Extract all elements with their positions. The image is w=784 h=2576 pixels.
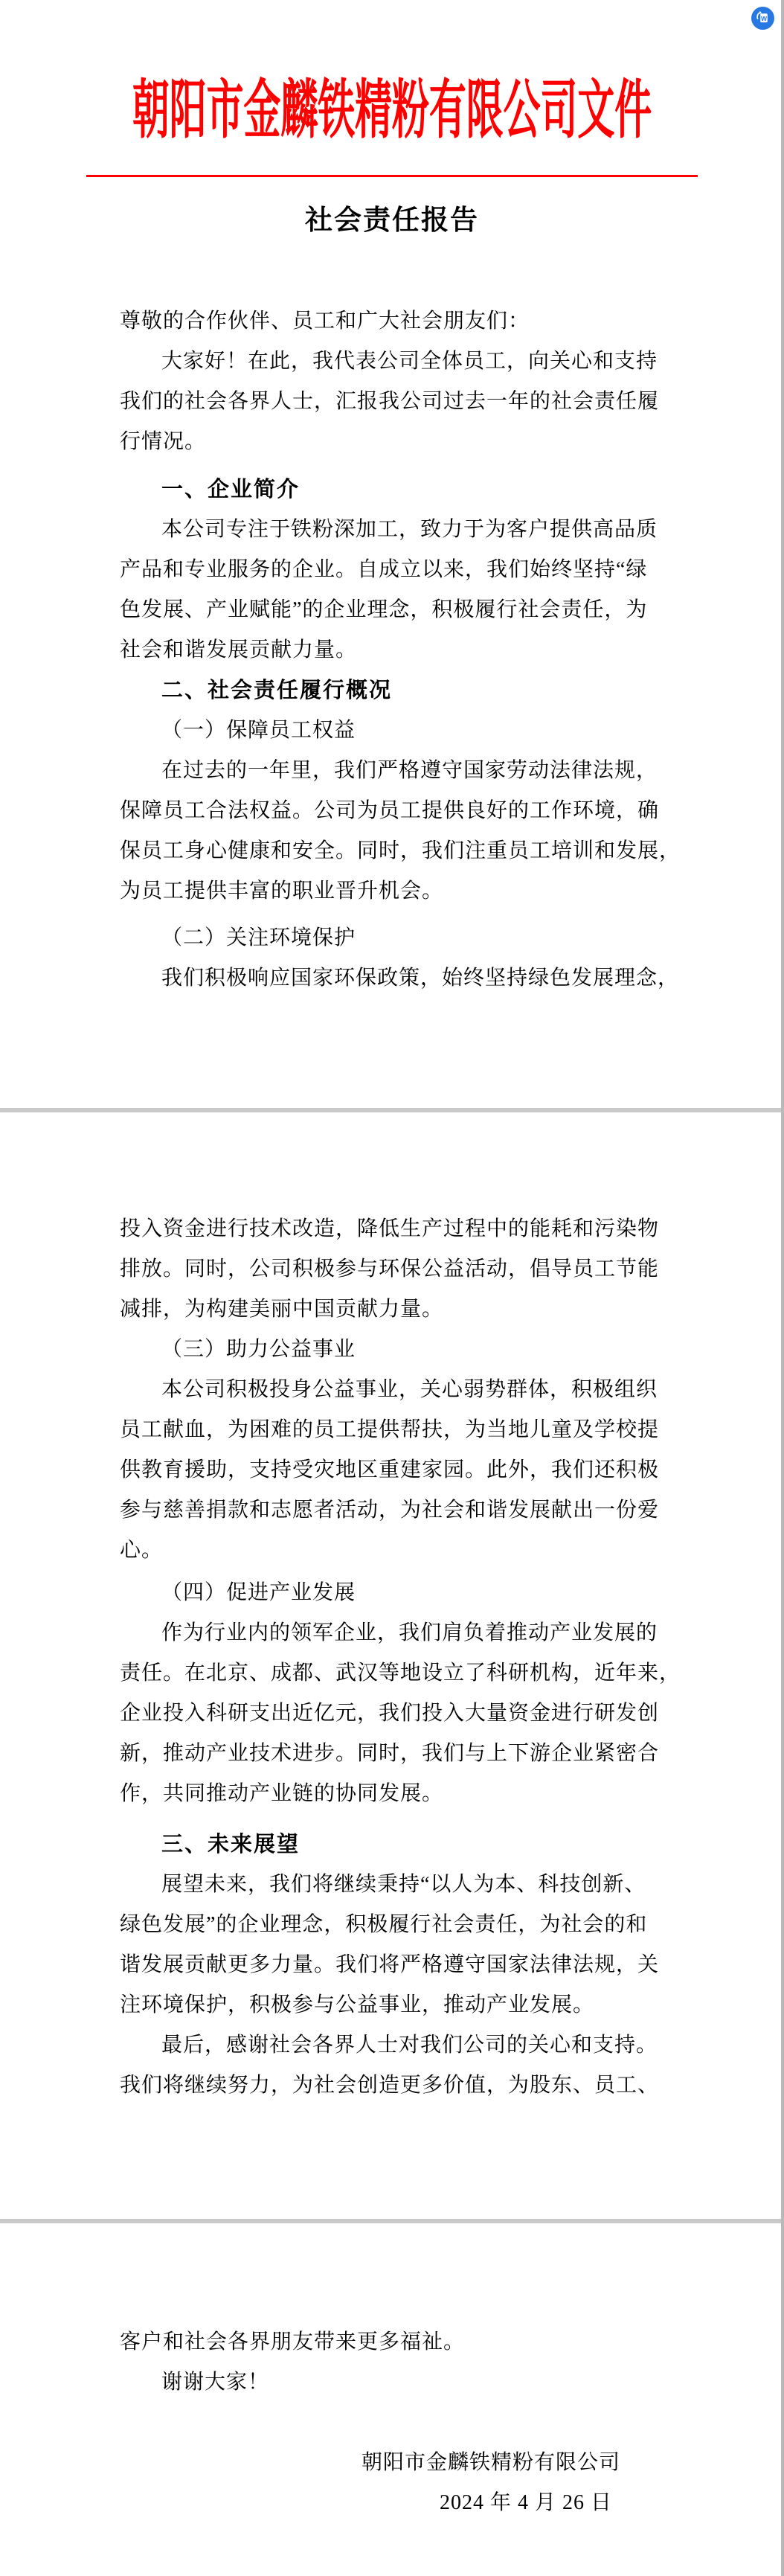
text-line: 大家好！在此，我代表公司全体员工，向关心和支持 <box>161 350 658 373</box>
subsection-heading: （二）关注环境保护 <box>161 926 356 949</box>
text-line: 心。 <box>120 1539 164 1562</box>
page-3 <box>0 2223 784 2576</box>
text-line: 我们将继续努力，为社会创造更多价值，为股东、员工、 <box>120 2074 660 2097</box>
text-line: 绿色发展”的企业理念，积极履行社会责任，为社会的和 <box>120 1913 648 1936</box>
text-line: 客户和社会各界朋友带来更多福祉。 <box>120 2330 466 2354</box>
text-line: 我们的社会各界人士，汇报我公司过去一年的社会责任履 <box>120 390 660 413</box>
text-line: 我们积极响应国家环保政策，始终坚持绿色发展理念， <box>161 967 680 990</box>
text-line: 排放。同时，公司积极参与环保公益活动，倡导员工节能 <box>120 1257 660 1281</box>
text-line: 最后，感谢社会各界人士对我们公司的关心和支持。 <box>161 2034 658 2057</box>
text-line: 本公司积极投身公益事业，关心弱势群体，积极组织 <box>161 1378 658 1401</box>
text-line: 谢谢大家！ <box>161 2371 270 2394</box>
text-line: 产品和专业服务的企业。自成立以来，我们始终坚持“绿 <box>120 558 648 581</box>
text-line: 投入资金进行技术改造，降低生产过程中的能耗和污染物 <box>120 1217 660 1240</box>
text-line: 行情况。 <box>120 430 207 453</box>
text-line: 作为行业内的领军企业，我们肩负着推动产业发展的 <box>161 1621 658 1644</box>
text-line: 为员工提供丰富的职业晋升机会。 <box>120 880 444 903</box>
page-1-body <box>120 301 681 999</box>
text-line: 新，推动产业技术进步。同时，我们与上下游企业紧密合 <box>120 1742 660 1765</box>
section-heading: 一、企业简介 <box>161 478 301 502</box>
right-edge-strip <box>781 0 784 2576</box>
subsection-heading: （三）助力公益事业 <box>161 1338 356 1361</box>
text-line: 展望未来，我们将继续秉持“以人为本、科技创新、 <box>161 1873 646 1896</box>
subsection-heading: （四）促进产业发展 <box>161 1581 356 1604</box>
red-divider-rule <box>86 175 698 177</box>
text-line: 本公司专注于铁粉深加工，致力于为客户提供高品质 <box>161 518 658 541</box>
page-2 <box>0 1112 784 2219</box>
text-line: 责任。在北京、成都、武汉等地设立了科研机构，近年来， <box>120 1662 681 1685</box>
text-line: 作，共同推动产业链的协同发展。 <box>120 1782 444 1805</box>
text-line: 社会和谐发展贡献力量。 <box>120 638 358 661</box>
word-badge-button[interactable] <box>751 7 774 30</box>
text-line: 尊敬的合作伙伴、员工和广大社会朋友们： <box>120 310 530 333</box>
text-line: 保障员工合法权益。公司为员工提供良好的工作环境，确 <box>120 799 660 822</box>
text-line: 参与慈善捐款和志愿者活动，为社会和谐发展献出一份爱 <box>120 1499 660 1522</box>
text-line: 注环境保护，积极参与公益事业，推动产业发展。 <box>120 1993 595 2016</box>
subsection-heading: （一）保障员工权益 <box>161 719 356 742</box>
text-line: 色发展、产业赋能”的企业理念，积极履行社会责任，为 <box>120 598 648 621</box>
text-line: 保员工身心健康和安全。同时，我们注重员工培训和发展， <box>120 839 681 862</box>
page-2-body <box>120 1112 681 2106</box>
signature-company: 朝阳市金麟铁精粉有限公司 <box>361 2451 620 2474</box>
text-line: 供教育援助，支持受灾地区重建家园。此外，我们还积极 <box>120 1458 660 1481</box>
page-1 <box>0 0 784 1108</box>
page-3-body <box>120 2223 664 2523</box>
word-badge-letter: W <box>760 14 768 22</box>
letterhead-wrap <box>120 73 664 147</box>
text-line: 减排，为构建美丽中国贡献力量。 <box>120 1298 444 1321</box>
text-line: 企业投入科研支出近亿元，我们投入大量资金进行研发创 <box>120 1702 660 1725</box>
text-line: 谐发展贡献更多力量。我们将严格遵守国家法律法规，关 <box>120 1953 660 1976</box>
word-document-icon <box>751 7 774 30</box>
signature-date: 2024 年 4 月 26 日 <box>439 2491 612 2514</box>
report-title: 社会责任报告 <box>305 205 479 236</box>
text-line: 在过去的一年里，我们严格遵守国家劳动法律法规， <box>161 759 658 782</box>
text-line: 员工献血，为困难的员工提供帮扶，为当地儿童及学校提 <box>120 1418 660 1441</box>
section-heading: 二、社会责任履行概况 <box>161 679 393 702</box>
section-heading: 三、未来展望 <box>161 1833 301 1856</box>
letterhead-title: 朝阳市金麟铁精粉有限公司文件 <box>132 74 652 146</box>
